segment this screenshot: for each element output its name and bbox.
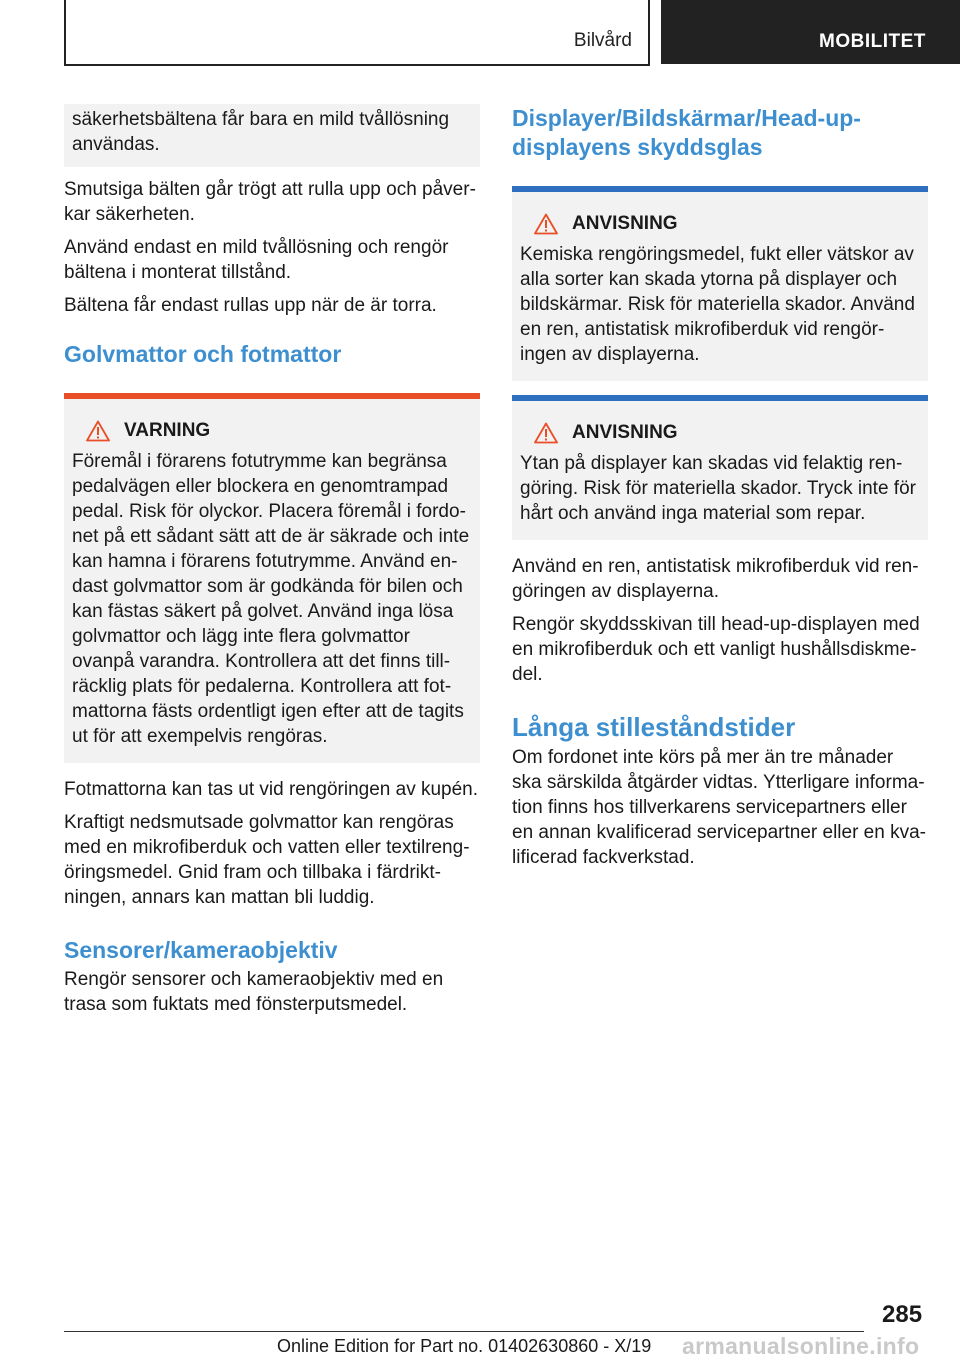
warning-text: Föremål i förarens fotutrymme kan begränsa pedalvägen eller blockera en genomtrampad pedal. Risk för olyckor. Placera föremål i fordonet på ett sådant sätt att de är säkrade och inte kan hamna i förarens fotutrymme. Använd endast golvmattor som är godkända för bilen och kan fästas säkert på golvet. Använd inga lösa golvmattor och lägg inte flera golvmattor ovanpå varandra. Kontrollera att det finns tillräcklig plats för pedalerna. Kontrollera att fotmattorna fästs ordentligt igen efter att de tagits ut för att exempelvis rengöras. xyxy=(72,451,470,747)
page-number: 285 xyxy=(882,1301,923,1328)
paragraph: Kraftigt nedsmutsade golvmattor kan rengöras med en mikrofiberduk och vatten eller textilrengöringsmedel. Gnid fram och tillbaka i färdriktningen, annars kan mattan bli luddig. xyxy=(64,812,470,908)
paragraph: Fotmattorna kan tas ut vid rengöringen av kupén. xyxy=(64,779,479,800)
note-continuation: säkerhetsbältena får bara en mild tvållösning användas. xyxy=(64,104,480,167)
paragraph: Rengör sensorer och kameraobjektiv med en trasa som fuktats med fönsterputsmedel. xyxy=(64,969,444,1015)
heading-sensors: Sensorer/kameraobjektiv xyxy=(64,937,338,963)
section-title: Bilvård xyxy=(573,30,632,51)
watermark-logo: armanualsonline.info xyxy=(682,1333,920,1359)
notice-box xyxy=(512,186,928,381)
paragraph: Rengör skyddsskivan till head-up-displayen med en mikrofiberduk och ett vanligt hushållsdiskmedel. xyxy=(512,614,920,685)
page-header xyxy=(0,0,960,66)
warning-triangle-icon xyxy=(534,213,558,235)
notice-text: Ytan på displayer kan skadas vid felaktig rengöring. Risk för materiella skador. Tryck inte för hårt och använd inga material som repar. xyxy=(520,453,916,524)
footer-divider xyxy=(64,1331,864,1332)
heading-floor-mats: Golvmattor och fotmattor xyxy=(64,341,342,367)
footer-edition: Online Edition for Part no. 01402630860 - X/19 xyxy=(277,1336,652,1356)
heading-displays: Displayer/Bildskärmar/Head-up-displayens skyddsglas xyxy=(512,105,861,160)
paragraph: Bältena får endast rullas upp när de är torra. xyxy=(64,295,437,316)
paragraph: Använd en ren, antistatisk mikrofiberduk vid rengöringen av displayerna. xyxy=(512,556,919,602)
notice-label: ANVISNING xyxy=(572,213,678,234)
paragraph: Om fordonet inte körs på mer än tre månader ska särskilda åtgärder vidtas. Ytterligare information finns hos tillverkarens servicepartners eller en annan kvalificerad servicepartner eller en kvalificerad fackverkstad. xyxy=(512,747,926,868)
notice-text: Kemiska rengöringsmedel, fukt eller vätskor av alla sorter kan skada ytorna på displayer och bildskärmar. Risk för materiella skador. Använd en ren, antistatisk mikrofiberduk vid rengöringen av displayerna. xyxy=(520,244,915,365)
notice-label: ANVISNING xyxy=(572,422,678,443)
warning-triangle-icon xyxy=(534,422,558,444)
right-column xyxy=(512,104,928,878)
chapter-tab xyxy=(661,0,960,64)
heading-storage: Långa stilleståndstider xyxy=(512,712,796,742)
warning-label: VARNING xyxy=(124,420,211,441)
section-tab xyxy=(64,0,650,66)
warning-box xyxy=(64,393,480,763)
warning-triangle-icon xyxy=(86,420,110,442)
notice-box xyxy=(512,395,928,540)
paragraph: Använd endast en mild tvållösning och rengör bältena i monterat tillstånd. xyxy=(64,237,449,283)
paragraph: Smutsiga bälten går trögt att rulla upp och påverkar säkerheten. xyxy=(64,179,476,225)
left-column xyxy=(64,104,480,1025)
chapter-title: MOBILITET xyxy=(819,31,926,52)
